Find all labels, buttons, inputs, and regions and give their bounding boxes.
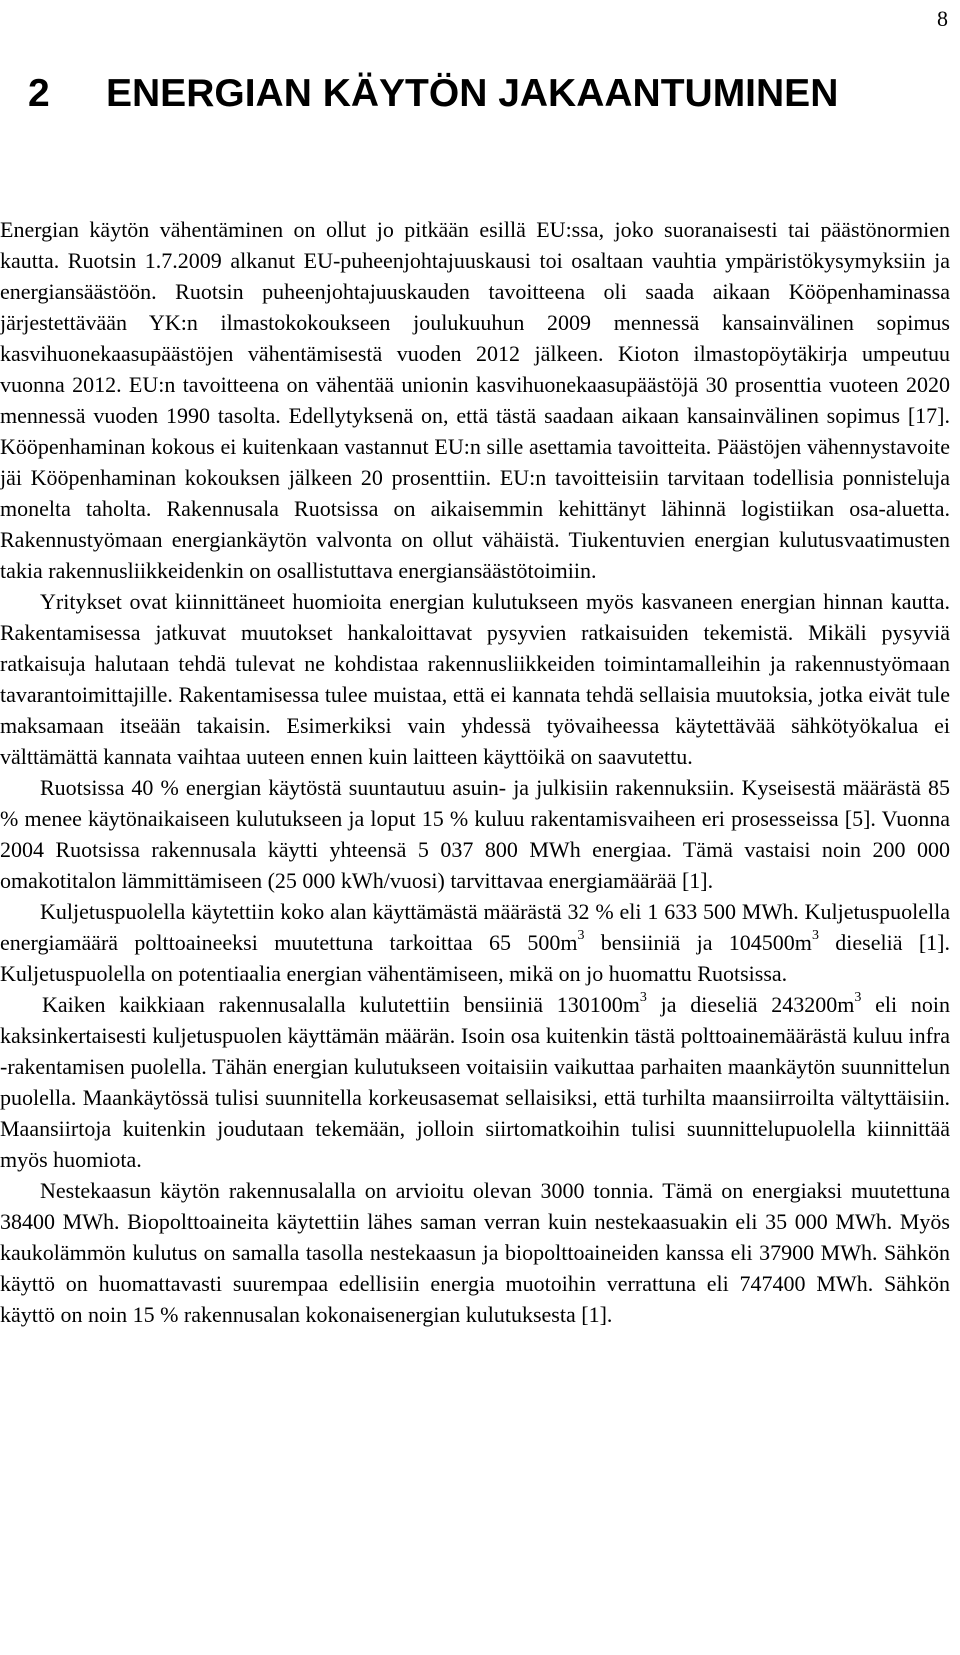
page-number: 8 [937, 6, 948, 31]
paragraph-text: eli noin kaksinkertaisesti kuljetuspuolen käyttämän määrän. Isoin osa kuitenkin tästä polttoainemäärästä kuluu infra -rakentamisen puolella. Tähän energian kulutukseen voitaisiin vaikuttaa parhaiten maankäytön suunnittelun puolella. Maankäytössä tulisi suunnitella korkeusasemat sellaisiksi, että turhilta maansiirroilta vältyttäisiin. Maansiirtoja kuitenkin joudutaan tekemään, jolloin siirtomatkoihin tulisi suunnittelupuolella kiinnittää myös huomiota. [0, 992, 951, 1172]
paragraph-text: Kuljetuspuolella käytettiin koko alan käyttämästä määrästä 32 % eli 1 633 500 MWh. Kuljetuspuolella energiamäärä polttoaineeksi muutettuna tarkoittaa 65 500m [0, 899, 950, 955]
paragraph-text: bensiiniä ja 104500m [584, 930, 812, 955]
paragraph [0, 586, 950, 772]
paragraph [0, 214, 950, 586]
paragraph [0, 1175, 950, 1330]
paragraph [0, 772, 950, 896]
paragraph [0, 989, 950, 1175]
chapter-number: 2 [28, 72, 50, 115]
superscript: 3 [854, 989, 862, 1005]
superscript: 3 [811, 927, 819, 943]
paragraph-text: ja dieseliä 243200m [646, 992, 855, 1017]
chapter-title: ENERGIAN KÄYTÖN JAKAANTUMINEN [106, 72, 839, 115]
body-text [0, 214, 950, 1330]
paragraph-text: dieseliä [1]. Kuljetuspuolella on potentiaalia energian vähentämiseen, mikä on jo huomattu Ruotsissa. [0, 930, 950, 986]
paragraph-text: Ruotsissa 40 % energian käytöstä suuntautuu asuin- ja julkisiin rakennuksiin. Kyseisestä määrästä 85 % menee käytönaikaiseen kulutukseen ja loput 15 % kuluu rakentamisvaiheen eri prosesseissa [5]. Vuonna 2004 Ruotsissa rakennusala käytti yhteensä 5 037 800 MWh energiaa. Tämä vastaisi noin 200 000 omakotitalon lämmittämiseen (25 000 kWh/vuosi) tarvittavaa energiamäärää [1]. [0, 775, 950, 893]
superscript: 3 [639, 989, 647, 1005]
paragraph-text: Kaiken kaikkiaan rakennusalalla kulutettiin bensiiniä 130100m [42, 992, 640, 1017]
paragraph [0, 896, 950, 989]
paragraph-text: Yritykset ovat kiinnittäneet huomioita energian kulutukseen myös kasvaneen energian hinnan kautta. Rakentamisessa jatkuvat muutokset hankaloittavat pysyvien ratkaisuiden tekemistä. Mikäli pysyviä ratkaisuja halutaan tehdä tulevat ne kohdistaa rakennusliikkeiden toimintamalleihin ja rakennustyömaan tavarantoimittajille. Rakentamisessa tulee muistaa, että ei kannata tehdä sellaisia muutoksia, jotka eivät tule maksamaan itseään takaisin. Esimerkiksi vain yhdessä työvaiheessa käytettävää sähkötyökalua ei välttämättä kannata vaihtaa uuteen ennen kuin laitteen käyttöikä on saavutettu. [0, 589, 950, 769]
paragraph-text: Nestekaasun käytön rakennusalalla on arvioitu olevan 3000 tonnia. Tämä on energiaksi muutettuna 38400 MWh. Biopolttoaineita käytettiin lähes saman verran kuin nestekaasuakin eli 35 000 MWh. Myös kaukolämmön kulutus on samalla tasolla nestekaasun ja biopolttoaineiden kanssa eli 37900 MWh. Sähkön käyttö on huomattavasti suurempaa edellisiin energia muotoihin verrattuna eli 747400 MWh. Sähkön käyttö on noin 15 % rakennusalan kokonaisenergian kulutuksesta [1]. [0, 1178, 950, 1327]
superscript: 3 [577, 927, 585, 943]
paragraph-text: Energian käytön vähentäminen on ollut jo pitkään esillä EU:ssa, joko suoranaisesti tai päästönormien kautta. Ruotsin 1.7.2009 alkanut EU-puheenjohtajuuskausi toi osaltaan vauhtia ympäristökysymyksiin ja energiansäästöön. Ruotsin puheenjohtajuuskauden tavoitteena oli saada aikaan Kööpenhaminassa järjestettävään YK:n ilmastokokoukseen joulukuuhun 2009 mennessä kansainvälinen sopimus kasvihuonekaasupäästöjen vähentämisestä vuoden 2012 jälkeen. Kioton ilmastopöytäkirja umpeutuu vuonna 2012. EU:n tavoitteena on vähentää unionin kasvihuonekaasupäästöjä 30 prosenttia vuoteen 2020 mennessä vuoden 1990 tasolta. Edellytyksenä on, että tästä saadaan aikaan kansainvälinen sopimus [17]. Kööpenhaminan kokous ei kuitenkaan vastannut EU:n sille asettamia tavoitteita. Päästöjen vähennystavoite jäi Kööpenhaminan kokouksen jälkeen 20 prosenttiin. EU:n tavoitteisiin tarvitaan todellisia ponnisteluja monelta taholta. Rakennusala Ruotsissa on aikaisemmin kehittänyt lähinnä logistiikan osa-aluetta. Rakennustyömaan energiankäytön valvonta on ollut vähäistä. Tiukentuvien energian kulutusvaatimusten takia rakennusliikkeidenkin on osallistuttava energiansäästötoimiin. [0, 217, 950, 583]
chapter-heading [28, 72, 838, 116]
